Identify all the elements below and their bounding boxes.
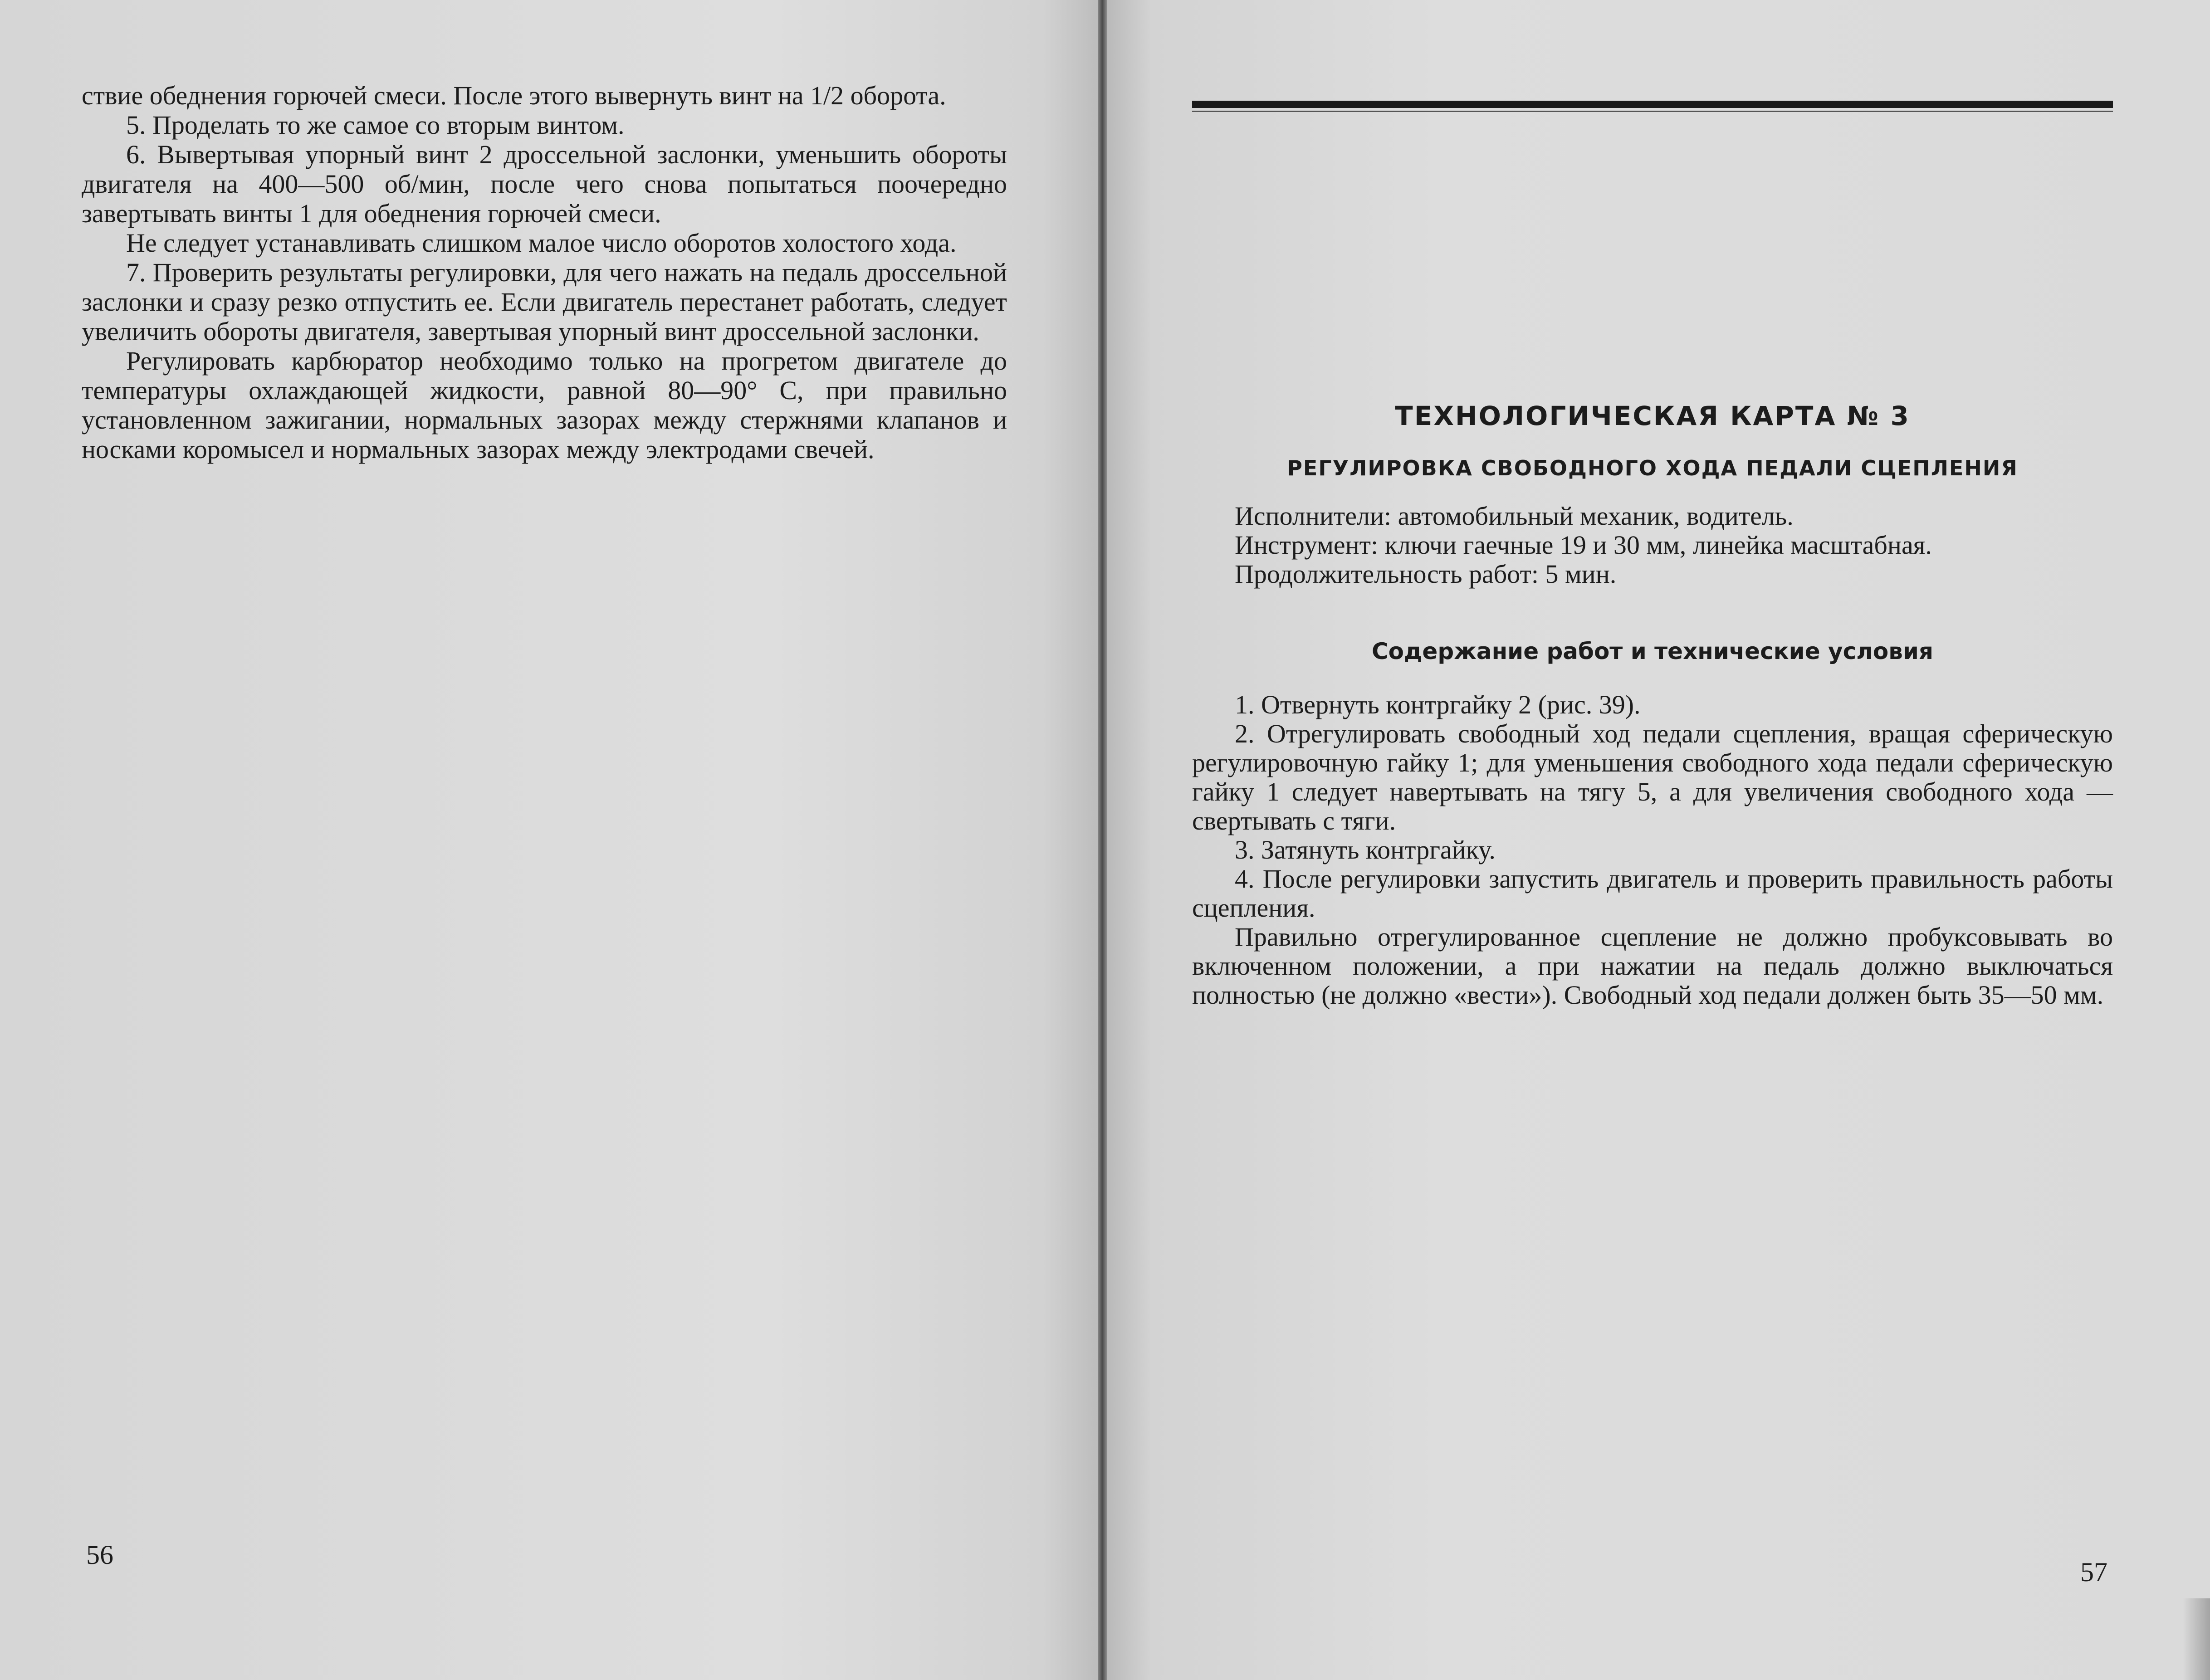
right-paragraph: 1. Отвернуть контргайку 2 (рис. 39). [1235,690,1641,719]
card-meta [1235,502,2115,589]
meta-performers: Исполнители: автомобильный механик, водитель. [1235,501,1794,531]
book-gutter [1098,0,1107,1680]
left-paragraph: Не следует устанавливать слишком малое число оборотов холостого хода. [126,228,957,258]
page-edge-shadow [2183,1598,2210,1680]
left-paragraph: 6. Вывертывая упорный винт 2 дроссельной заслонки, уменьшить обороты двигателя на 400—500 об/мин, после чего снова попытаться поочередно завертывать винты 1 для обеднения горючей смеси. [82,140,1007,228]
section-heading: Содержание работ и технические условия [1371,638,1933,664]
right-paragraph: 2. Отрегулировать свободный ход педали сцепления, вращая сферическую регулировочную гайку 1; для уменьшения свободного хода педали сферическую гайку 1 следует навертывать на тягу 5, а для увеличения свободного хода — свертывать с тяги. [1192,719,2113,835]
left-paragraph: Регулировать карбюратор необходимо только на прогретом двигателе до температуры охлаждающей жидкости, равной 80—90° С, при правильно установленном зажигании, нормальных зазорах между стержнями клапанов и носками коромысел и нормальных зазорах между электродами свечей. [82,346,1007,464]
card-subtitle: РЕГУЛИРОВКА СВОБОДНОГО ХОДА ПЕДАЛИ СЦЕПЛЕНИЯ [1287,456,2018,480]
left-paragraph: ствие обеднения горючей смеси. После этого вывернуть винт на 1/2 оборота. [82,81,946,110]
left-paragraph: 7. Проверить результаты регулировки, для чего нажать на педаль дроссельной заслонки и сразу резко отпустить ее. Если двигатель перестанет работать, следует увеличить обороты двигателя, завертывая упорный винт дроссельной заслонки. [82,258,1007,346]
right-paragraph: 4. После регулировки запустить двигатель и проверить правильность работы сцепления. [1192,864,2113,923]
meta-tools: Инструмент: ключи гаечные 19 и 30 мм, линейка масштабная. [1235,530,1932,560]
left-page-body [82,81,1007,464]
meta-duration: Продолжительность работ: 5 мин. [1235,559,1617,589]
right-paragraph: 3. Затянуть контргайку. [1235,835,1496,864]
card-title: ТЕХНОЛОГИЧЕСКАЯ КАРТА № 3 [1395,400,1910,431]
right-page-body [1192,690,2113,1010]
left-page [0,0,1098,1680]
left-paragraph: 5. Проделать то же самое со вторым винтом. [126,110,625,140]
page-number-right: 57 [2080,1557,2107,1587]
right-paragraph: Правильно отрегулированное сцепление не должно пробуксовывать во включенном положении, а при нажатии на педаль должно выключаться полностью (не должно «вести»). Свободный ход педали должен быть 35—50 мм. [1192,922,2113,1010]
page-number-left: 56 [86,1540,113,1570]
header-rule-thin [1192,111,2113,112]
header-rule [1192,101,2113,108]
